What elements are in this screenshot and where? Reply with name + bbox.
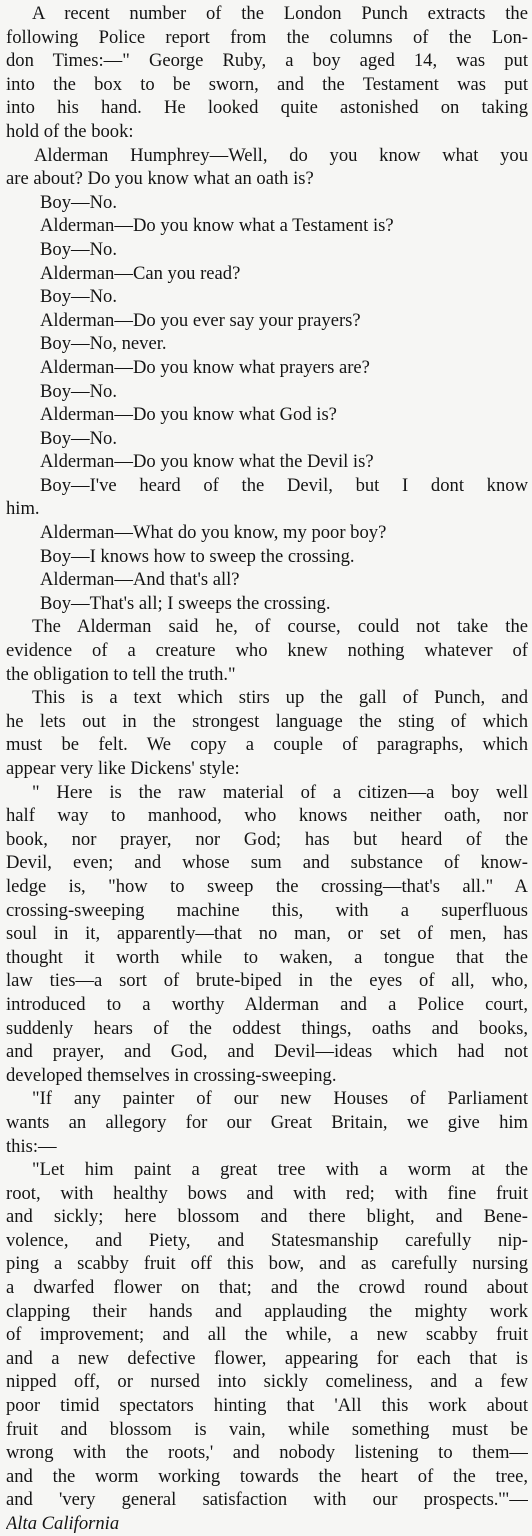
- dialogue-line: Boy—No, never.: [40, 333, 167, 355]
- quote-line: nipped off, or nursed into sickly comeliness, and a few: [6, 1371, 528, 1393]
- dialogue-line: him.: [6, 498, 40, 520]
- quote-line: poor timid spectators hinting that 'All this work about: [6, 1395, 528, 1417]
- article-line: evidence of a creature who knew nothing whatever of: [6, 640, 528, 662]
- dialogue-line: Alderman—Do you know what a Testament is?: [40, 215, 394, 237]
- quote-line: book, nor prayer, nor God; has but heard of the: [6, 828, 528, 850]
- quote-line: a dwarfed flower on that; and the crowd round about: [6, 1277, 528, 1299]
- quote-line: root, with healthy bows and with red; with fine fruit: [6, 1182, 528, 1204]
- dialogue-line: Alderman—Do you know what God is?: [40, 404, 337, 426]
- article-line: must be felt. We copy a couple of paragraphs, which: [6, 734, 528, 756]
- dialogue-line: Boy—No.: [40, 238, 117, 260]
- dialogue-line: Boy—I've heard of the Devil, but I dont know: [40, 474, 528, 496]
- quote-line: thought it worth while to waken, a tongue that the: [6, 946, 528, 968]
- article-line: Alderman Humphrey—Well, do you know what you: [34, 144, 528, 166]
- article-line: This is a text which stirs up the gall of Punch, and: [32, 687, 528, 709]
- quote-line: "If any painter of our new Houses of Parliament: [32, 1088, 528, 1110]
- dialogue-line: Boy—That's all; I sweeps the crossing.: [40, 592, 331, 614]
- quote-line: soul in it, apparently—that no man, or set of men, has: [6, 923, 528, 945]
- dialogue-line: Boy—No.: [40, 286, 117, 308]
- article-line: The Alderman said he, of course, could not take the: [32, 616, 528, 638]
- dialogue-line: Alderman—Can you read?: [40, 262, 241, 284]
- quote-line: and the worm working towards the heart of the tree,: [6, 1465, 528, 1487]
- quote-line: of improvement; and all the while, a new scabby fruit: [6, 1324, 528, 1346]
- article-line: the obligation to tell the truth.": [6, 663, 236, 685]
- article-line: A recent number of the London Punch extracts the: [32, 3, 528, 24]
- dialogue-line: Boy—No.: [40, 427, 117, 449]
- dialogue-line: Alderman—And that's all?: [40, 569, 240, 591]
- dialogue-line: Boy—No.: [40, 191, 117, 213]
- quote-line: ping a scabby fruit off this bow, and as carefully nursing: [6, 1253, 528, 1275]
- quote-line: "Let him paint a great tree with a worm at the: [32, 1159, 528, 1181]
- quote-line: suddenly hears of the oddest things, oaths and books,: [6, 1017, 528, 1039]
- dialogue-line: Alderman—Do you ever say your prayers?: [40, 309, 361, 331]
- dialogue-line: Alderman—Do you know what prayers are?: [40, 356, 370, 378]
- article-line: he lets out in the strongest language the sting of which: [6, 710, 528, 732]
- quote-line: this:—: [6, 1135, 57, 1157]
- article-line: following Police report from the columns of the Lon-: [6, 26, 528, 48]
- article-source: Alta California: [6, 1513, 120, 1534]
- quote-line: and 'very general satisfaction with our prospects.'"—: [6, 1489, 528, 1511]
- article-line: don Times:—" George Ruby, a boy aged 14, was put: [6, 50, 528, 72]
- quote-line: ledge is, "how to sweep the crossing—that's all." A: [6, 875, 528, 897]
- dialogue-line: Boy—I knows how to sweep the crossing.: [40, 545, 355, 567]
- article-line: are about? Do you know what an oath is?: [6, 168, 314, 190]
- quote-line: and a new defective flower, appearing for each that is: [6, 1347, 528, 1369]
- quote-line: half way to manhood, who knows neither oath, nor: [6, 805, 528, 827]
- quote-line: wrong with the roots,' and nobody listening to them—: [6, 1442, 528, 1464]
- quote-line: clapping their hands and applauding the mighty work: [6, 1300, 528, 1322]
- dialogue-line: Boy—No.: [40, 380, 117, 402]
- article-line: into his hand. He looked quite astonished on taking: [6, 97, 528, 119]
- quote-line: " Here is the raw material of a citizen—a boy well: [32, 781, 528, 803]
- quote-line: introduced to a worthy Alderman and a Police court,: [6, 993, 528, 1015]
- quote-line: volence, and Piety, and Statesmanship carefully nip-: [6, 1229, 528, 1251]
- article-line: into the box to be sworn, and the Testament was put: [6, 73, 528, 95]
- quote-line: fruit and blossom is vain, while something must be: [6, 1418, 528, 1440]
- quote-line: wants an allegory for our Great Britain, we give him: [6, 1111, 528, 1133]
- quote-line: Devil, even; and whose sum and substance of know-: [6, 852, 528, 874]
- article-line: hold of the book:: [6, 120, 134, 142]
- quote-line: and prayer, and God, and Devil—ideas which had not: [6, 1041, 528, 1063]
- quote-line: developed themselves in crossing-sweeping.: [6, 1064, 337, 1086]
- quote-line: crossing-sweeping machine this, with a superfluous: [6, 899, 528, 921]
- quote-line: and sickly; here blossom and there blight, and Bene-: [6, 1206, 528, 1228]
- article-line: appear very like Dickens' style:: [6, 758, 240, 779]
- quote-line: law ties—a sort of brute-biped in the eyes of all, who,: [6, 970, 528, 992]
- dialogue-line: Alderman—What do you know, my poor boy?: [40, 522, 387, 544]
- dialogue-line: Alderman—Do you know what the Devil is?: [40, 451, 374, 473]
